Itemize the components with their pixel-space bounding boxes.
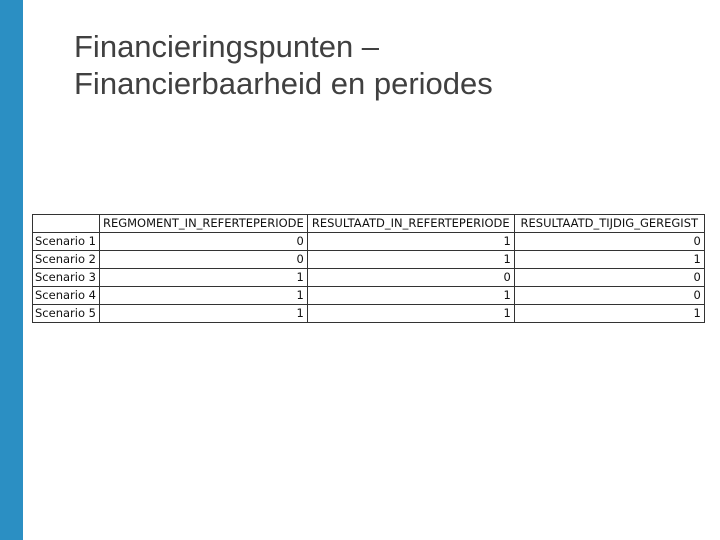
header-resultaatd-tijdig-geregist: RESULTAATD_TIJDIG_GEREGIST [514,215,704,233]
header-resultaatd-in-refertperiode: RESULTAATD_IN_REFERTEPERIODE [307,215,514,233]
table-row [33,287,705,305]
table-row [33,269,705,287]
row-label: Scenario 3 [33,269,100,287]
table-header-row [33,215,705,233]
title-line-1: Financieringspunten – [74,29,380,64]
row-label: Scenario 5 [33,305,100,323]
header-regmoment: REGMOMENT_IN_REFERTEPERIODE [99,215,307,233]
accent-side-bar [0,0,23,540]
cell-value: 1 [307,287,514,305]
scenario-table [32,214,705,323]
cell-value: 1 [307,233,514,251]
row-label: Scenario 2 [33,251,100,269]
cell-value: 1 [514,251,704,269]
row-label: Scenario 4 [33,287,100,305]
table-row [33,251,705,269]
cell-value: 1 [514,305,704,323]
cell-value: 0 [99,233,307,251]
cell-value: 0 [514,233,704,251]
row-label: Scenario 1 [33,233,100,251]
table-row [33,305,705,323]
cell-value: 1 [99,269,307,287]
cell-value: 1 [99,287,307,305]
header-corner-cell [33,215,100,233]
cell-value: 0 [99,251,307,269]
table-row [33,233,705,251]
slide-title [74,28,493,102]
cell-value: 1 [307,251,514,269]
cell-value: 1 [99,305,307,323]
cell-value: 1 [307,305,514,323]
title-line-2: Financierbaarheid en periodes [74,66,493,101]
cell-value: 0 [514,287,704,305]
cell-value: 0 [514,269,704,287]
cell-value: 0 [307,269,514,287]
